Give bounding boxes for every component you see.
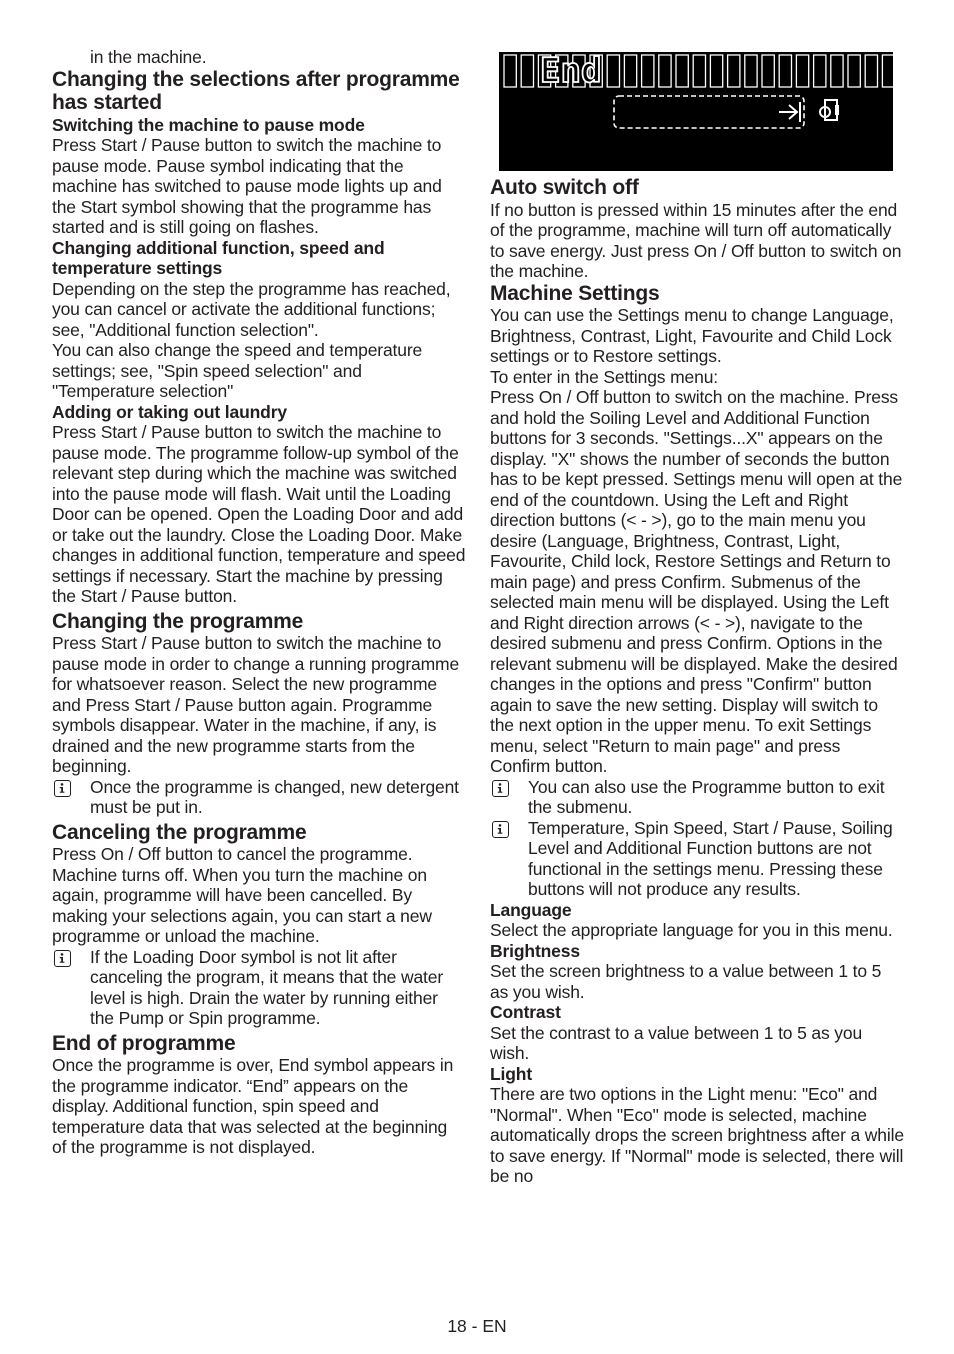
note-changing-programme [52, 777, 466, 818]
info-icon [492, 780, 509, 797]
note-settings-1 [490, 777, 904, 818]
subheading-contrast: Contrast [490, 1002, 561, 1022]
lcd-cell [745, 55, 757, 87]
lcd-cell [642, 55, 654, 87]
lcd-cell [814, 55, 826, 87]
additional-settings-text-1: Depending on the step the programme has reached, you can cancel or activate the additional functions; see, "Additional function selection". [52, 278, 451, 340]
heading-end-of-programme: End of programme [52, 1031, 236, 1055]
info-icon [492, 821, 509, 838]
lcd-cell [779, 55, 791, 87]
adding-laundry-text: Press Start / Pause button to switch the machine to pause mode. The programme follow-up symbol of the relevant step during which the machine was switched into the pause mode will flash. Wait until the Loading Door can be opened. Open the Loading Door and add or take out the laundry. Close the Loading Door. Make changes in additional function, temperature and speed settings if necessary. Start the machine by pressing the Start / Pause button. [52, 422, 466, 606]
note-text: You can also use the Programme button to exit the submenu. [528, 776, 885, 817]
lcd-cell [659, 55, 671, 87]
subheading-additional-settings: Changing additional function, speed and temperature settings [52, 237, 385, 278]
pause-mode-text: Press Start / Pause button to switch the machine to pause mode. Pause symbol indicating that the machine has switched to pause mode lights up and the Start symbol showing that the programme has started and is still going on flashes. [52, 135, 442, 237]
note-canceling [52, 947, 466, 1029]
heading-machine-settings: Machine Settings [490, 281, 660, 305]
auto-switch-off-text: If no button is pressed within 15 minutes after the end of the programme, machine will turn off automatically to save energy. Just press On / Off button to switch on the machine. [490, 199, 902, 281]
lcd-cell [882, 55, 893, 87]
lcd-display [499, 52, 893, 171]
lcd-cell [710, 55, 722, 87]
lcd-cell [762, 55, 774, 87]
intro-line: in the machine. [90, 47, 207, 67]
end-arrow-icon [779, 102, 800, 122]
machine-settings-text-1: You can use the Settings menu to change Language, Brightness, Contrast, Light, Favourite and Child Lock settings or to Restore settings. [490, 305, 894, 366]
note-text: Temperature, Spin Speed, Start / Pause, Soiling Level and Additional Function buttons are not functional in the settings menu. Pressing these buttons will not produce any results. [528, 817, 893, 899]
lcd-cell [521, 55, 533, 87]
note-settings-2 [490, 818, 904, 900]
lcd-cell [676, 55, 688, 87]
language-text: Select the appropriate language for you in this menu. [490, 920, 893, 940]
subheading-brightness: Brightness [490, 940, 580, 961]
lcd-cell [865, 55, 877, 87]
contrast-text: Set the contrast to a value between 1 to 5 as you wish. [490, 1022, 863, 1063]
brightness-text: Set the screen brightness to a value between 1 to 5 as you wish. [490, 961, 882, 1002]
machine-settings-text-3: Press On / Off button to switch on the machine. Press and hold the Soiling Level and Additional Function buttons for 3 seconds. "Settings...X" appears on the display. "X" shows the number of seconds the button has to be kept pressed. Settings menu will open at the end of the countdown. Using the Left and Right direction buttons (< - >), go to the main menu you desire (Language, Brightness, Contrast, Light, Favourite, Child lock, Restore Settings and Return to main page) and press Confirm. Submenus of the selected main menu will be displayed. Using the Left and Right direction arrows (< - >), navigate to the desired submenu and press Confirm. Options in the relevant submenu will be displayed. Make the desired changes in the options and press "Confirm" button again to save the new setting. Display will switch to the next option in the upper menu. To exit Settings menu, select "Return to main page" and press Confirm button. [490, 387, 903, 776]
info-icon [54, 950, 71, 967]
lcd-display-graphic [499, 52, 893, 171]
door-lock-icon [820, 100, 839, 120]
page-number: 18 - EN [447, 1316, 507, 1336]
heading-changing-programme: Changing the programme [52, 609, 304, 633]
subheading-adding-laundry: Adding or taking out laundry [52, 401, 287, 422]
lcd-cell [848, 55, 860, 87]
left-column [52, 47, 466, 1158]
canceling-programme-text: Press On / Off button to cancel the programme. Machine turns off. When you turn the machine on again, programme will have been cancelled. By making your selections again, you can start a new programme or unload the machine. [52, 844, 432, 946]
lcd-end-text: End [540, 52, 602, 91]
heading-canceling-programme: Canceling the programme [52, 820, 307, 844]
note-text: Once the programme is changed, new detergent must be put in. [90, 776, 459, 817]
lcd-cell [831, 55, 843, 87]
end-of-programme-text: Once the programme is over, End symbol appears in the programme indicator. “End” appears on the display. Additional function, spin speed and temperature data that was selected at the beginning of the programme is not displayed. [52, 1055, 454, 1157]
subheading-language: Language [490, 899, 572, 920]
note-text: If the Loading Door symbol is not lit after canceling the program, it means that the water level is high. Drain the water by running either the Pump or Spin programme. [90, 946, 444, 1028]
lcd-cell [728, 55, 740, 87]
light-text: There are two options in the Light menu: "Eco" and "Normal". When "Eco" mode is selected, machine automatically drops the screen brightness after a while to save energy. If "Normal" mode is selected, there will be no [490, 1084, 904, 1186]
additional-settings-text-2: You can also change the speed and temperature settings; see, "Spin speed selection" and "Temperature selection" [52, 340, 423, 401]
lcd-cell [504, 55, 516, 87]
heading-changing-selections: Changing the selections after programme has started [52, 67, 460, 114]
heading-auto-switch-off: Auto switch off [490, 176, 639, 199]
info-icon [54, 780, 71, 797]
lcd-cell [796, 55, 808, 87]
lcd-cell [607, 55, 619, 87]
changing-programme-text: Press Start / Pause button to switch the machine to pause mode in order to change a running programme for whatsoever reason. Select the new programme and Press Start / Pause button again. Programme symbols disappear. Water in the machine, if any, is drained and the new programme starts from the beginning. [52, 633, 460, 776]
machine-settings-text-2: To enter in the Settings menu: [490, 366, 718, 387]
right-column [490, 47, 904, 1187]
lcd-cell [624, 55, 636, 87]
lcd-cell [693, 55, 705, 87]
progress-indicator [614, 96, 804, 128]
subheading-light: Light [490, 1063, 533, 1084]
subheading-pause-mode: Switching the machine to pause mode [52, 114, 365, 135]
